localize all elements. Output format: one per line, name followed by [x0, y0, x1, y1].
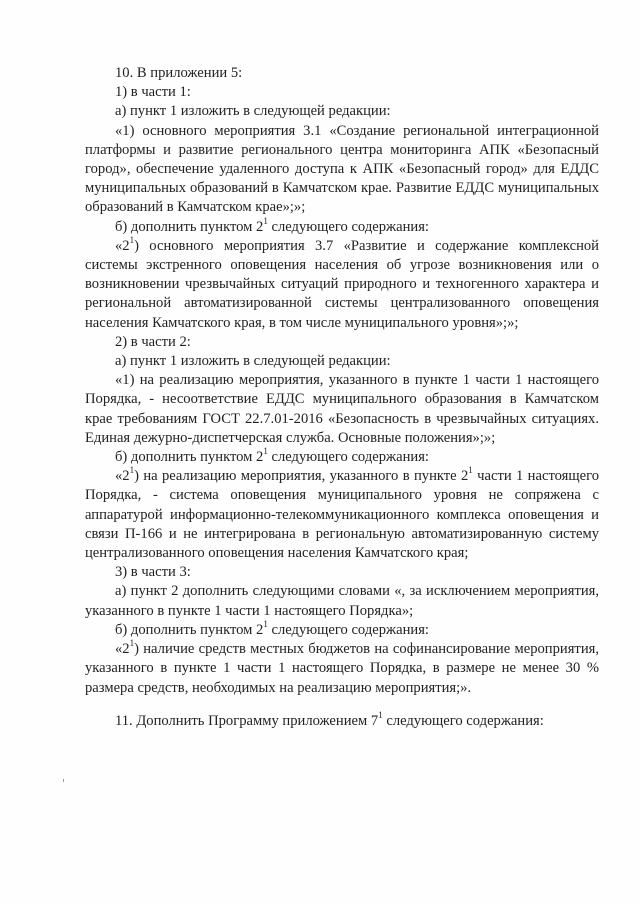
paragraph-p9	[85, 371, 599, 448]
paragraph-p14	[85, 621, 599, 640]
text-run: «2	[115, 468, 130, 485]
superscript: 1	[263, 446, 268, 457]
text-run: б) дополнить пунктом 2	[115, 449, 264, 466]
text-run: «1) основного мероприятия 3.1 «Создание региональной интеграционной платформы и развитие регионального центра мониторинга АПК «Безопасный город», обеспечение удаленного доступа к АПК «Безопасный город» для ЕДДС муниципальных образований в Камчатском крае. Развитие ЕДДС муниципальных образований в Камчатском крае»;»;	[85, 122, 599, 216]
superscript: 1	[263, 215, 268, 226]
text-run: ) на реализацию мероприятия, указанного в пункте 2	[134, 468, 469, 485]
paragraph-p10	[85, 448, 599, 467]
superscript: 1	[129, 638, 135, 649]
paragraph-p5	[85, 215, 599, 237]
text-run: следующего содержания:	[267, 218, 429, 235]
superscript: 1	[378, 709, 383, 720]
text-run: «2	[115, 237, 130, 254]
text-run: б) дополнить пунктом 2	[115, 621, 264, 638]
text-run: следующего содержания:	[267, 449, 429, 466]
superscript: 1	[129, 465, 135, 476]
paragraph-p15	[85, 640, 599, 698]
paragraph-p11	[85, 467, 599, 563]
text-run: ) основного мероприятия 3.7 «Развитие и содержание комплексной системы экстренного оповещения населения об угрозе возникновения или о возникновении чрезвычайных ситуаций природного и техногенного характера и региональной автоматизированной системы централизованного оповещения населения Камчатского края, в том числе муниципального уровня»;»;	[85, 237, 599, 331]
paragraph-p7	[85, 333, 599, 352]
text-run: 10. В приложении 5:	[115, 65, 243, 81]
paragraph-p3	[85, 102, 599, 121]
text-run: части 1 настоящего Порядка, - система оповещения муниципального уровня не сопряжена с аппаратурой информационно-телекоммуникационного комплекса оповещения и связи П-166 и не интегрирована в региональную автоматизированную систему централизованного оповещения населения Камчатского края;	[85, 468, 599, 562]
text-run: а) пункт 1 изложить в следующей редакции:	[115, 103, 391, 120]
text-run: 2) в части 2:	[115, 333, 191, 350]
paragraph-p16	[85, 709, 599, 731]
paragraph-p4	[85, 122, 599, 218]
text-run: 3) в части 3:	[115, 564, 191, 581]
superscript: 1	[468, 465, 473, 476]
text-run: 1) в части 1:	[115, 84, 191, 101]
text-run: а) пункт 2 дополнить следующими словами «, за исключением мероприятия, указанного в пункте 1 части 1 настоящего Порядка»;	[85, 583, 599, 619]
document-body	[85, 64, 599, 731]
text-run: «1) на реализацию мероприятия, указанного в пункте 1 части 1 настоящего Порядка, - несоответствие ЕДДС муниципального образования в Камчатском крае требованиям ГОСТ 22.7.01-2016 «Безопасность в чрезвычайных ситуациях. Единая дежурно-диспетчерская служба. Основные положения»;»;	[85, 372, 599, 446]
paragraph-p13	[85, 582, 599, 620]
paragraph-p2	[85, 83, 599, 102]
text-run: ) наличие средств местных бюджетов на софинансирование мероприятия, указанного в пункте 1 части 1 настоящего Порядка, в размере не менее 30 % размера средств, необходимых на реализацию мероприятия;».	[85, 641, 599, 696]
text-run: следующего содержания:	[382, 712, 544, 729]
superscript: 1	[129, 234, 135, 245]
paragraph-p1	[85, 64, 599, 83]
text-run: «2	[115, 641, 130, 658]
text-run: б) дополнить пунктом 2	[115, 218, 264, 235]
paragraph-p6	[85, 234, 599, 333]
superscript: 1	[263, 619, 268, 630]
paragraph-p12	[85, 563, 599, 582]
paragraph-p8	[85, 352, 599, 371]
scan-speck	[63, 779, 64, 782]
text-run: а) пункт 1 изложить в следующей редакции:	[115, 353, 391, 370]
text-run: 11. Дополнить Программу приложением 7	[115, 712, 379, 729]
text-run: следующего содержания:	[267, 621, 429, 638]
